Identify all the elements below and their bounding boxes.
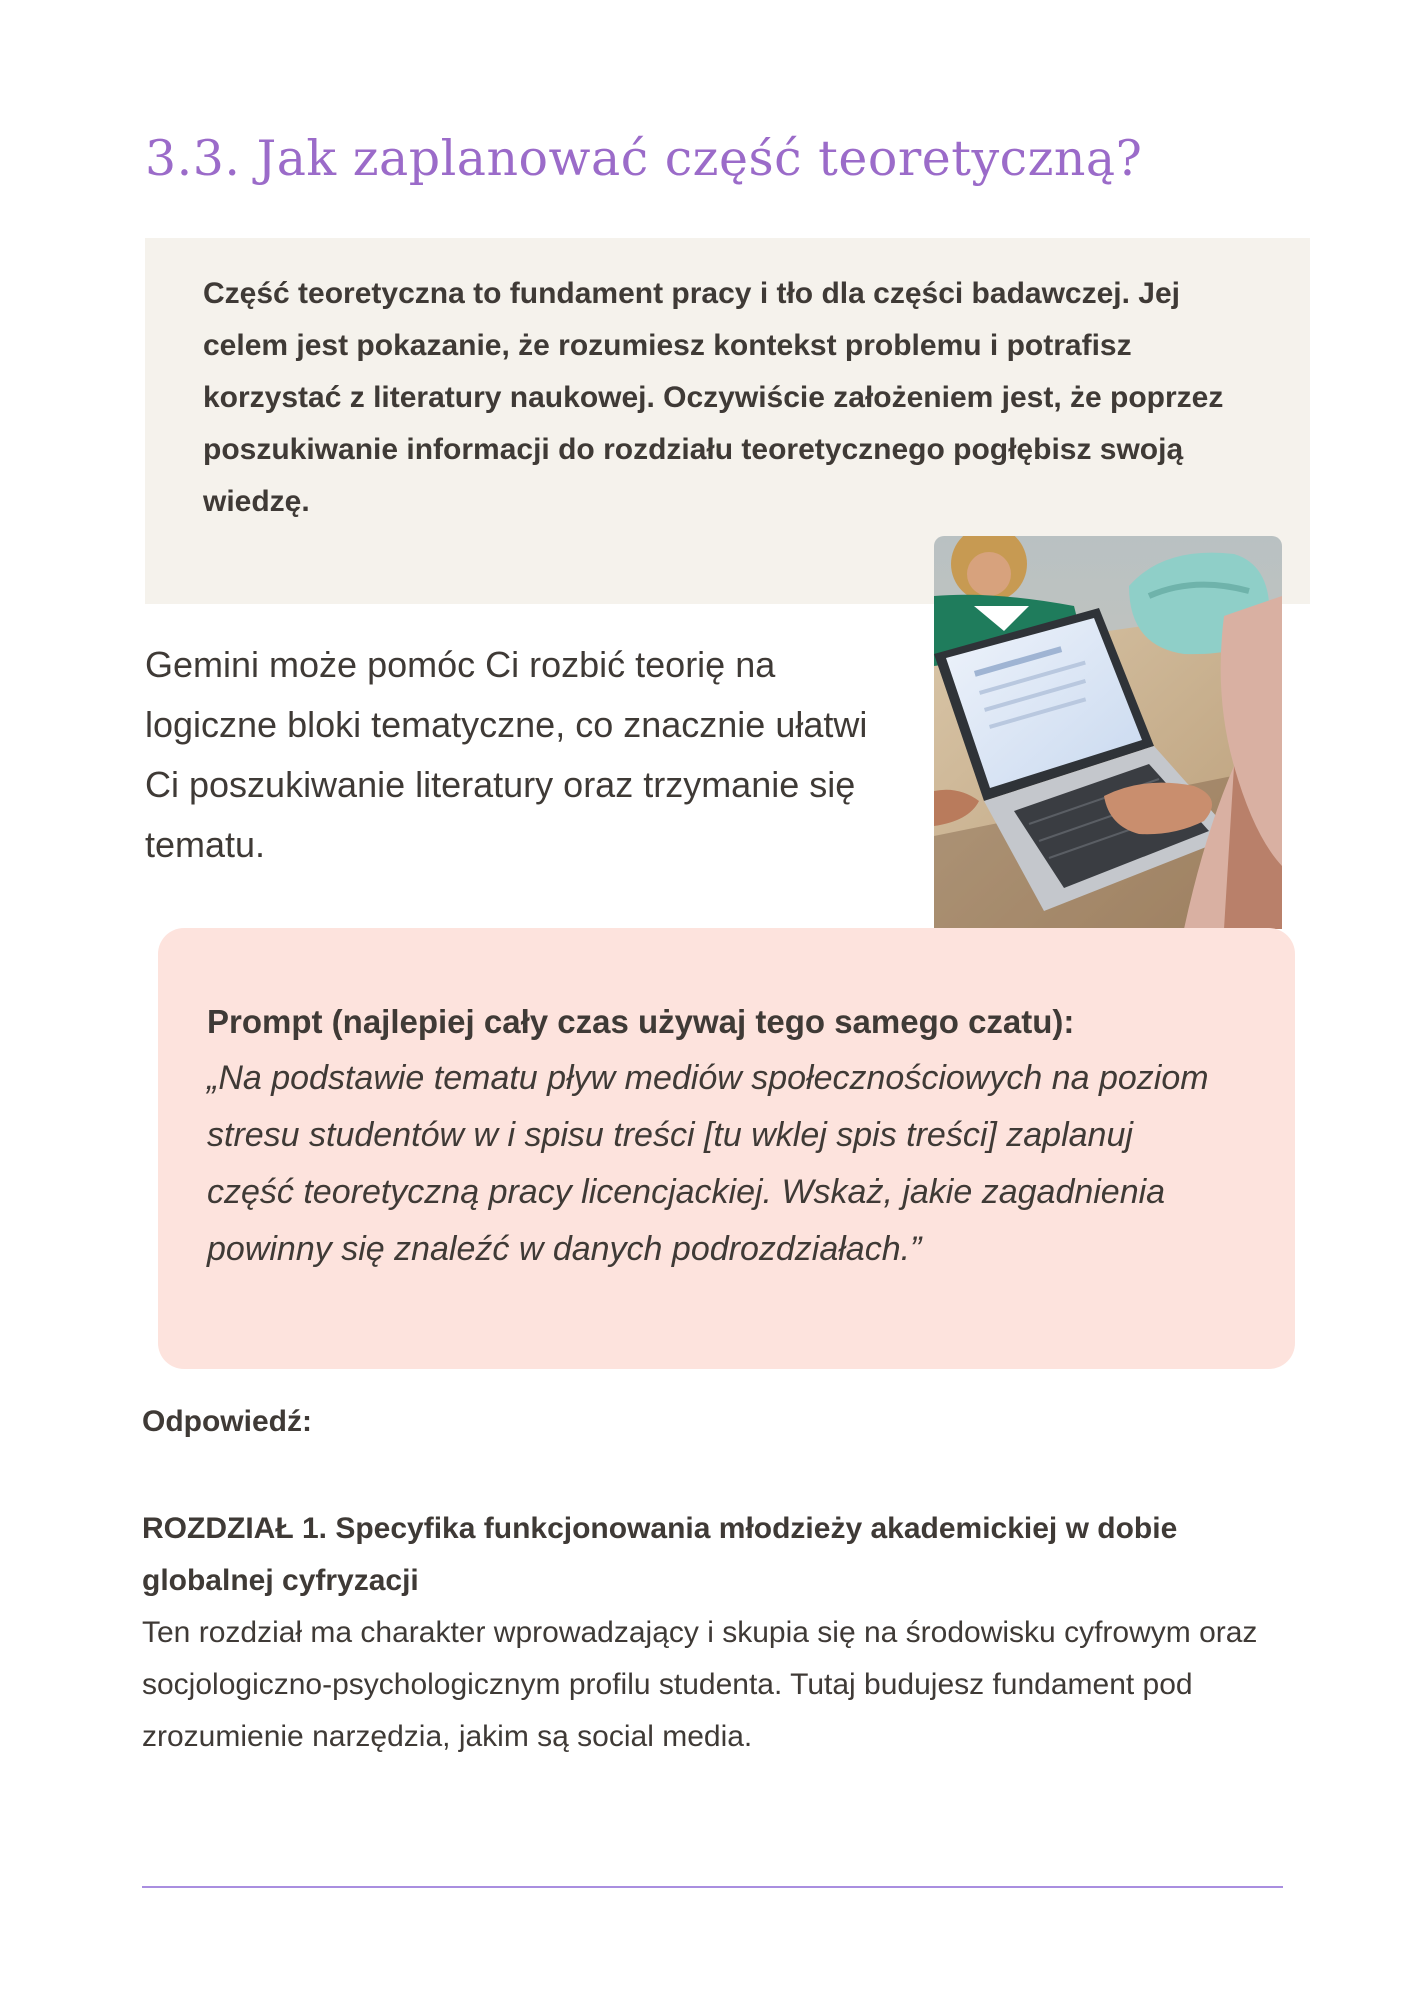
answer-label: Odpowiedź: xyxy=(142,1405,312,1438)
chapter-body: Ten rozdział ma charakter wprowadzający i skupia się na środowisku cyfrowym oraz socjologiczno-psychologicznym profilu studenta. Tutaj budujesz fundament pod zrozumienie narzędzia, jakim są social media. xyxy=(142,1616,1258,1753)
prompt-label: Prompt (najlepiej cały czas używaj tego samego czatu): xyxy=(207,1003,1075,1040)
footer-divider xyxy=(142,1886,1283,1888)
intro-text: Część teoretyczna to fundament pracy i tło dla części badawczej. Jej celem jest pokazanie, że rozumiesz kontekst problemu i potrafisz korzystać z literatury naukowej. Oczywiście założeniem jest, że poprzez poszukiwanie informacji do rozdziału teoretycznego pogłębisz swoją wiedzę. xyxy=(203,277,1224,518)
prompt-text: „Na podstawie tematu pływ mediów społecznościowych na poziom stresu studentów w i spisu treści [tu wklej spis treści] zaplanuj część teoretyczną pracy licencjackiej. Wskaż, jakie zagadnienia powinny się znaleźć w danych podrozdziałach.” xyxy=(207,1059,1209,1268)
students-laptop-photo xyxy=(934,536,1282,929)
chapter-title: ROZDZIAŁ 1. Specyfika funkcjonowania młodzieży akademickiej w dobie globalnej cyfryzacji xyxy=(142,1512,1178,1597)
lead-paragraph: Gemini może pomóc Ci rozbić teorię na logiczne bloki tematyczne, co znacznie ułatwi Ci poszukiwanie literatury oraz trzymanie się tematu. xyxy=(145,644,868,865)
section-heading: 3.3. Jak zaplanować część teoretyczną? xyxy=(145,130,1143,187)
